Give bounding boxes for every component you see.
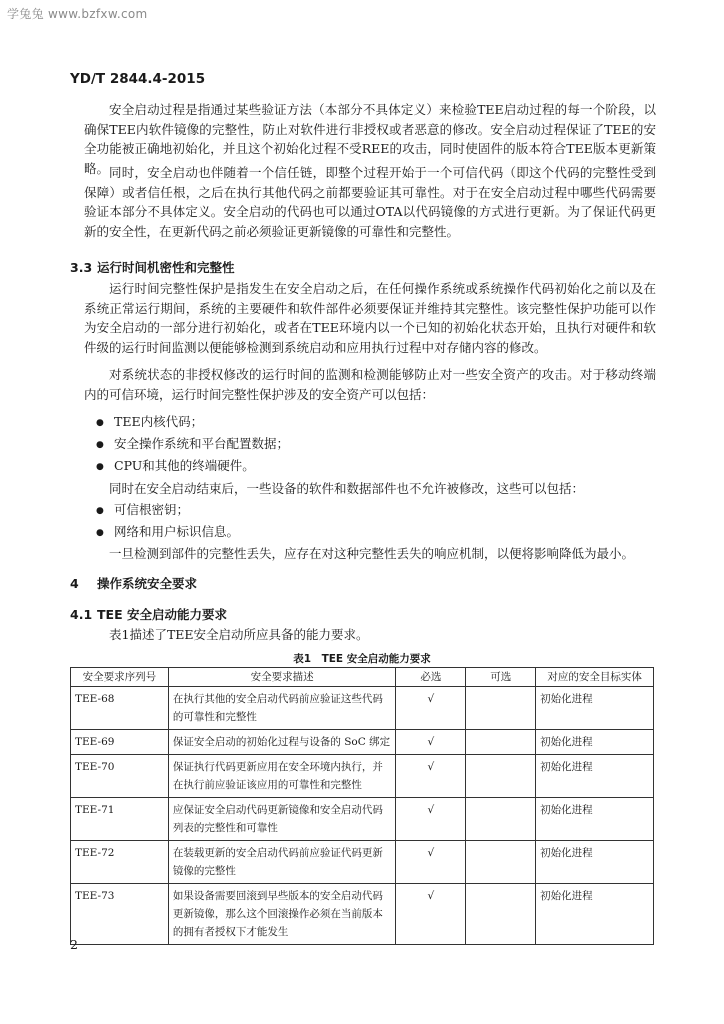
table-row (71, 730, 654, 755)
paragraph-runtime-integrity: 运行时间完整性保护是指发生在安全启动之后，在任何操作系统或系统操作代码初始化之前以及在系统正常运行期间，系统的主要硬件和软件部件必须要保证并维持其完整性。该完整性保护功能可以作为安全启动的一部分进行初始化，或者在TEE环境内以一个已知的初始化状态开始，且执行对硬件和软件级的运行时间监测以便能够检测到系统启动和应用执行过程中对存储内容的修改。 (84, 281, 656, 355)
section-title: 操作系统安全要求 (97, 576, 198, 591)
table-row (71, 884, 654, 945)
section-4-1-heading (70, 605, 227, 623)
paragraph-after-boot: 同时在安全启动结束后，一些设备的软件和数据部件也不允许被修改，这些可以包括： (109, 481, 585, 496)
column-header: 安全要求描述 (168, 668, 396, 687)
optional-check (466, 884, 536, 945)
requirement-id: TEE-70 (71, 755, 169, 798)
bullet-icon: ● (96, 506, 104, 516)
table-header-row (71, 668, 654, 687)
security-target: 初始化进程 (536, 884, 654, 945)
mandatory-check: √ (396, 841, 466, 884)
list-item: ● 网络和用户标识信息。 (96, 522, 239, 543)
security-target: 初始化进程 (536, 798, 654, 841)
bullet-icon: ● (96, 528, 104, 538)
column-header: 必选 (396, 668, 466, 687)
requirement-id: TEE-73 (71, 884, 169, 945)
standard-code: YD/T 2844.4-2015 (70, 71, 206, 87)
mandatory-check: √ (396, 687, 466, 730)
requirement-id: TEE-71 (71, 798, 169, 841)
mandatory-check: √ (396, 730, 466, 755)
section-title: TEE 安全启动能力要求 (97, 607, 227, 622)
requirement-description: 如果设备需要回滚到早些版本的安全启动代码更新镜像，那么这个回滚操作必须在当前版本的拥有者授权下才能发生 (168, 884, 396, 945)
table-row (71, 687, 654, 730)
column-header: 可选 (466, 668, 536, 687)
section-number: 4.1 (70, 607, 93, 622)
bullet-icon: ● (96, 440, 104, 450)
table-row (71, 755, 654, 798)
bullet-icon: ● (96, 462, 104, 472)
mandatory-check: √ (396, 884, 466, 945)
section-4-heading (70, 574, 197, 592)
security-target: 初始化进程 (536, 687, 654, 730)
section-number: 3.3 (70, 260, 93, 275)
optional-check (466, 798, 536, 841)
bullet-icon: ● (96, 418, 104, 428)
column-header: 安全要求序列号 (71, 668, 169, 687)
mandatory-check: √ (396, 755, 466, 798)
watermark: 学兔兔 www.bzfxw.com (7, 7, 148, 21)
optional-check (466, 841, 536, 884)
mandatory-check: √ (396, 798, 466, 841)
paragraph-table-intro: 表1描述了TEE安全启动所应具备的能力要求。 (109, 627, 369, 642)
requirement-description: 在装载更新的安全启动代码前应验证代码更新镜像的完整性 (168, 841, 396, 884)
page-number: 2 (70, 937, 78, 952)
security-target: 初始化进程 (536, 730, 654, 755)
column-header: 对应的安全目标实体 (536, 668, 654, 687)
table-row (71, 798, 654, 841)
optional-check (466, 755, 536, 798)
security-target: 初始化进程 (536, 755, 654, 798)
requirement-id: TEE-69 (71, 730, 169, 755)
list-item: ● 可信根密钥； (96, 500, 189, 521)
list-item: ● CPU和其他的终端硬件。 (96, 456, 255, 477)
requirement-description: 保证执行代码更新应用在安全环境内执行，并在执行前应验证该应用的可靠性和完整性 (168, 755, 396, 798)
section-number: 4 (70, 576, 79, 591)
requirement-description: 保证安全启动的初始化过程与设备的 SoC 绑定 (168, 730, 396, 755)
paragraph-unauthorized-modification: 对系统状态的非授权修改的运行时间的监测和检测能够防止对一些安全资产的攻击。对于移动终端内的可信环境，运行时间完整性保护涉及的安全资产可以包括： (84, 367, 656, 402)
optional-check (466, 687, 536, 730)
paragraph-secure-boot-process: 安全启动过程是指通过某些验证方法（本部分不具体定义）来检验TEE启动过程的每一个阶段，以确保TEE内软件镜像的完整性，防止对软件进行非授权或者恶意的修改。安全启动过程保证了TEE的安全功能被正确地初始化，并且这个初始化过程不受REE的攻击，同时使固件的版本符合TEE版本更新策略。 (84, 102, 656, 176)
requirement-description: 应保证安全启动代码更新镜像和安全启动代码列表的完整性和可靠性 (168, 798, 396, 841)
paragraph-response-mechanism: 一旦检测到部件的完整性丢失，应存在对这种完整性丢失的响应机制，以便将影响降低为最小。 (109, 546, 635, 561)
table-caption: 表1 TEE 安全启动能力要求 (293, 653, 431, 665)
security-target: 初始化进程 (536, 841, 654, 884)
section-title: 运行时间机密性和完整性 (97, 260, 235, 275)
paragraph-chain-of-trust: 同时，安全启动也伴随着一个信任链，即整个过程开始于一个可信代码（即这个代码的完整性受到保障）或者信任根，之后在执行其他代码之前都要验证其可靠性。对于在安全启动过程中哪些代码需要验证本部分不具体定义。安全启动的代码也可以通过OTA以代码镜像的方式进行更新。为了保证代码更新的安全性，在更新代码之前必须验证更新镜像的可靠性和完整性。 (84, 165, 656, 239)
requirements-table (70, 667, 654, 945)
optional-check (466, 730, 536, 755)
requirement-description: 在执行其他的安全启动代码前应验证这些代码的可靠性和完整性 (168, 687, 396, 730)
list-item: ● 安全操作系统和平台配置数据； (96, 434, 289, 455)
requirement-id: TEE-72 (71, 841, 169, 884)
requirement-id: TEE-68 (71, 687, 169, 730)
table-row (71, 841, 654, 884)
list-item: ● TEE内核代码； (96, 412, 203, 433)
section-3-3-heading (70, 258, 235, 276)
